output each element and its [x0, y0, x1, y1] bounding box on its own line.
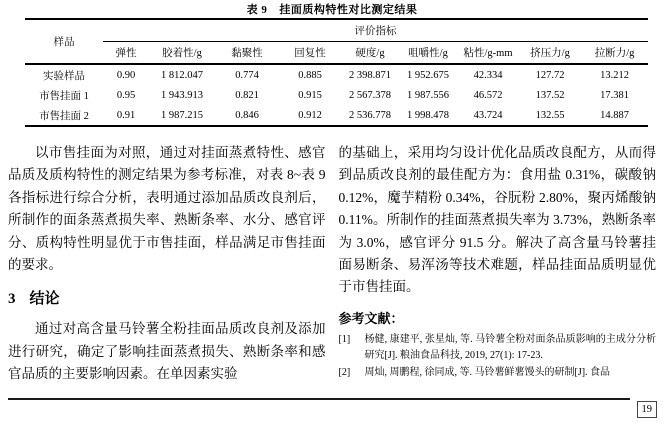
table-cell: 1 987.215 [161, 109, 203, 121]
table-row [25, 105, 648, 126]
table-cell: 0.95 [116, 89, 136, 101]
table-cell: 0.91 [116, 109, 136, 121]
table-cell: 1 987.556 [407, 89, 449, 101]
table-caption: 挂面质构特性对比测定结果 [279, 4, 418, 16]
reference-label: [1] [338, 333, 351, 345]
right-column [339, 142, 657, 394]
table-number: 表 9 [246, 4, 268, 16]
table-column-header: 粘性/g-mm [457, 42, 519, 65]
left-column [8, 142, 326, 394]
table-cell: 17.381 [600, 89, 629, 101]
references-heading: 参考文献： [338, 310, 404, 326]
table-header-sample: 样品 [25, 19, 103, 64]
table-cell: 2 398.871 [349, 69, 391, 81]
table-cell: 0.885 [298, 69, 322, 81]
table-cell: 137.52 [535, 89, 565, 101]
table-column-header: 弹性 [103, 42, 149, 65]
body-paragraph: 通过对高含量马铃薯全粉挂面品质改良剂及添加进行研究，确定了影响挂面蒸煮损失、熟断条率和感官品质的主要影响因素。在单因素实验 [8, 321, 326, 382]
table-group-header-row [25, 19, 648, 42]
reference-label: [2] [338, 366, 351, 378]
table-cell: 132.55 [535, 109, 565, 121]
body-paragraph: 以市售挂面为对照，通过对挂面蒸煮特性、感官品质及质构特性的测定结果为参考标准，对表 8~表 9 各指标进行综合分析，表明通过添加品质改良剂后，所制作的面条蒸煮损失率、熟断条率、水分、感官评分、质构特性明显优于市售挂面，样品满足市售挂面的要求。 [8, 145, 326, 273]
table-cell: 46.572 [473, 89, 503, 101]
table-cell: 1 952.675 [407, 69, 449, 81]
text-columns [0, 142, 664, 394]
table-cell: 1 943.913 [161, 89, 203, 101]
table-column-header: 硬度/g [341, 42, 399, 65]
table-header-row [25, 42, 648, 65]
table-cell: 1 998.478 [407, 109, 449, 121]
table-cell: 0.774 [235, 69, 259, 81]
table-cell: 1 812.047 [161, 69, 203, 81]
table-cell: 14.887 [600, 109, 629, 121]
table-cell: 13.212 [600, 69, 629, 81]
table-row-label: 市售挂面 2 [39, 110, 89, 122]
table-column-header: 黏聚性 [215, 42, 279, 65]
table-cell: 127.72 [535, 69, 565, 81]
references-list [339, 332, 657, 382]
table-row [25, 85, 648, 105]
table-header-group: 评价指标 [103, 19, 648, 42]
table-cell: 0.90 [116, 69, 136, 81]
footer-divider [8, 398, 630, 400]
reference-item [339, 365, 657, 382]
table-column-header: 拉断力/g [581, 42, 648, 65]
reference-text: 杨健, 康建平, 张星灿, 等. 马铃薯全粉对面条品质影响的主成分分析研究[J]. 粮油食品科技, 2019, 27(1): 17-23. [364, 333, 656, 362]
table-column-header: 回复性 [279, 42, 341, 65]
section-number: 3 [8, 291, 16, 308]
table-cell: 0.821 [235, 89, 259, 101]
table-column-header: 咀嚼性/g [399, 42, 457, 65]
table-row-label: 市售挂面 1 [39, 90, 89, 102]
reference-text: 周灿, 周鹏程, 徐同成, 等. 马铃薯鲜薯馒头的研制[J]. 食品 [364, 366, 611, 378]
table-cell: 0.846 [235, 109, 259, 121]
table-column-header: 挤压力/g [519, 42, 581, 65]
table-cell: 0.912 [298, 109, 322, 121]
section-heading [8, 289, 326, 309]
table-cell: 42.334 [473, 69, 503, 81]
table-title [0, 0, 664, 17]
table-cell: 2 536.778 [349, 109, 391, 121]
table-cell: 43.724 [473, 109, 503, 121]
section-title: 结论 [29, 291, 60, 308]
table-row [25, 64, 648, 85]
page-number-box: 19 [637, 401, 658, 418]
results-table [25, 18, 648, 127]
table-cell: 2 567.378 [349, 89, 391, 101]
table-cell: 0.915 [298, 89, 322, 101]
table-row-label: 实验样品 [43, 70, 85, 82]
reference-item [339, 332, 657, 365]
table-column-header: 胶着性/g [149, 42, 215, 65]
body-paragraph: 的基础上，采用均匀设计优化品质改良配方，从而得到品质改良剂的最佳配方为：食用盐 0.31%，碳酸钠 0.12%，魔芋精粉 0.34%，谷朊粉 2.80%，聚丙烯酸钠 0.11%。所制作的挂面蒸煮损失率为 3.73%，熟断条率为 3.0%，感官评分 91.5 分。解决了高含量马铃薯挂面易断条、易浑汤等技术难题，样品挂面品质明显优于市售挂面。 [338, 145, 656, 295]
